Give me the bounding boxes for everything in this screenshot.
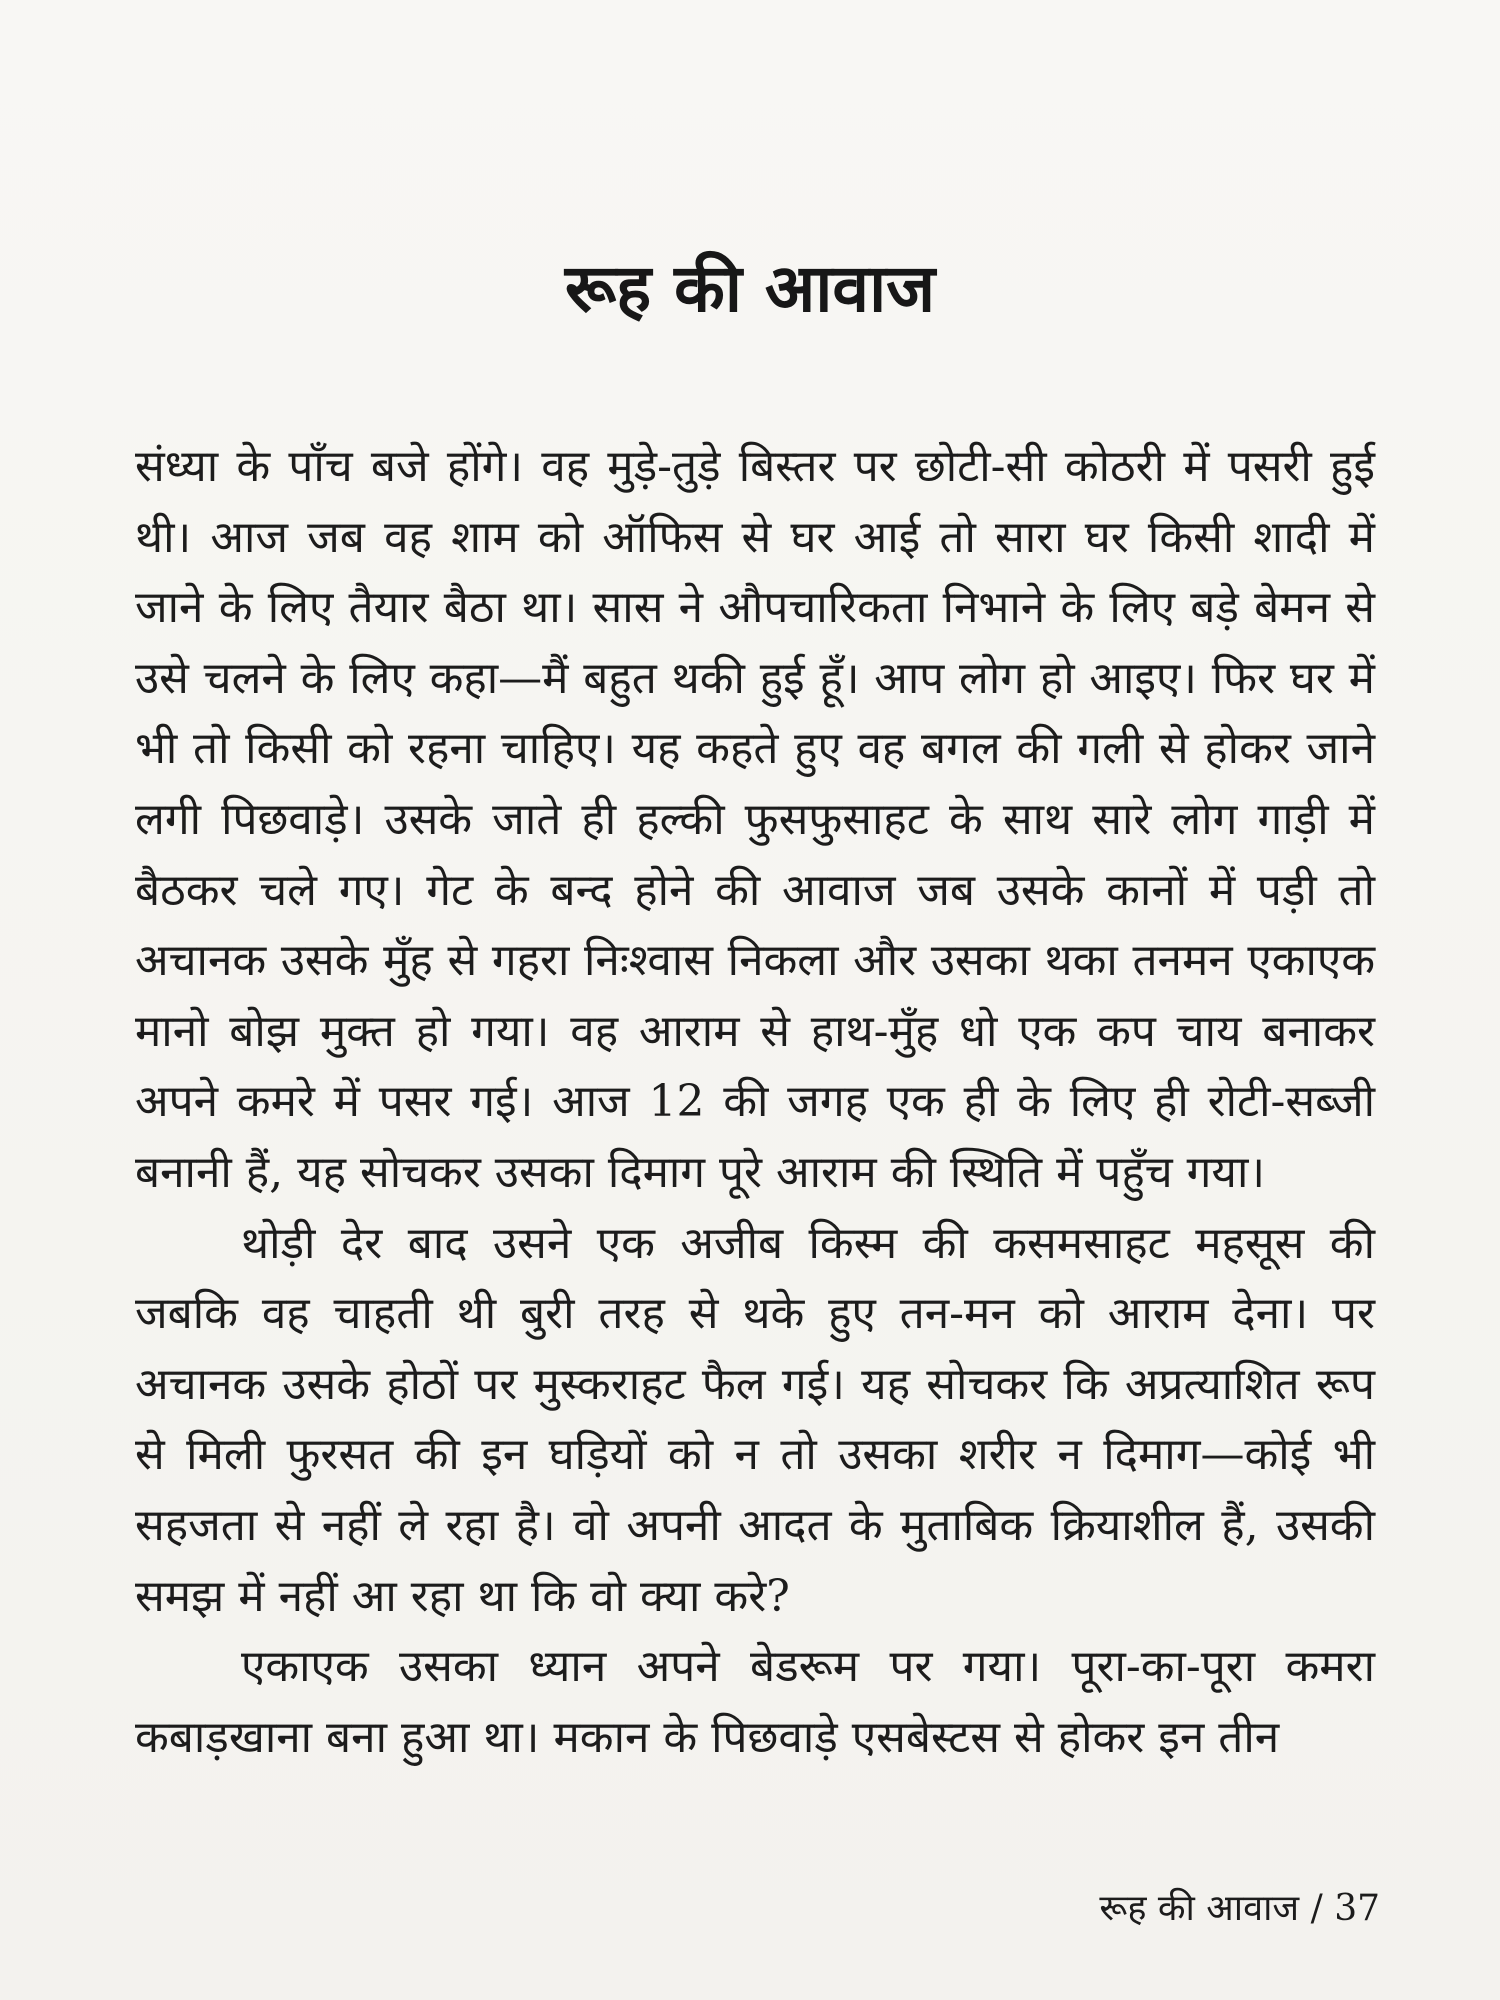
body-text — [135, 432, 1375, 1773]
paragraph-3: एकाएक उसका ध्यान अपने बेडरूम पर गया। पूरा-का-पूरा कमरा कबाड़खाना बना हुआ था। मकान के पिछवाड़े एसबेस्टस से होकर इन तीन — [135, 1641, 1375, 1763]
chapter-title: रूह की आवाज — [564, 250, 936, 328]
paragraph-1: संध्या के पाँच बजे होंगे। वह मुड़े-तुड़े बिस्तर पर छोटी-सी कोठरी में पसरी हुई थी। आज जब वह शाम को ऑफिस से घर आई तो सारा घर किसी शादी में जाने के लिए तैयार बैठा था। सास ने औपचारिकता निभाने के लिए बड़े बेमन से उसे चलने के लिए कहा—मैं बहुत थकी हुई हूँ। आप लोग हो आइए। फिर घर में भी तो किसी को रहना चाहिए। यह कहते हुए वह बगल की गली से होकर जाने लगी पिछवाड़े। उसके जाते ही हल्की फुसफुसाहट के साथ सारे लोग गाड़ी में बैठकर चले गए। गेट के बन्द होने की आवाज जब उसके कानों में पड़ी तो अचानक उसके मुँह से गहरा निःश्वास निकला और उसका थका तनमन एकाएक मानो बोझ मुक्त हो गया। वह आराम से हाथ-मुँह धो एक कप चाय बनाकर अपने कमरे में पसर गई। आज 12 की जगह एक ही के लिए ही रोटी-सब्जी बनानी हैं, यह सोचकर उसका दिमाग पूरे आराम की स्थिति में पहुँच गया। — [135, 441, 1375, 1198]
paragraph-2: थोड़ी देर बाद उसने एक अजीब किस्म की कसमसाहट महसूस की जबकि वह चाहती थी बुरी तरह से थके हुए तन-मन को आराम देना। पर अचानक उसके होठों पर मुस्कराहट फैल गई। यह सोचकर कि अप्रत्याशित रूप से मिली फुरसत की इन घड़ियों को न तो उसका शरीर न दिमाग—कोई भी सहजता से नहीं ले रहा है। वो अपनी आदत के मुताबिक क्रियाशील हैं, उसकी समझ में नहीं आ रहा था कि वो क्या करे? — [135, 1217, 1375, 1622]
running-title: रूह की आवाज — [1099, 1888, 1300, 1929]
page-number: 37 — [1334, 1888, 1380, 1929]
page-footer — [1099, 1884, 1380, 1934]
footer-separator: / — [1310, 1888, 1323, 1929]
